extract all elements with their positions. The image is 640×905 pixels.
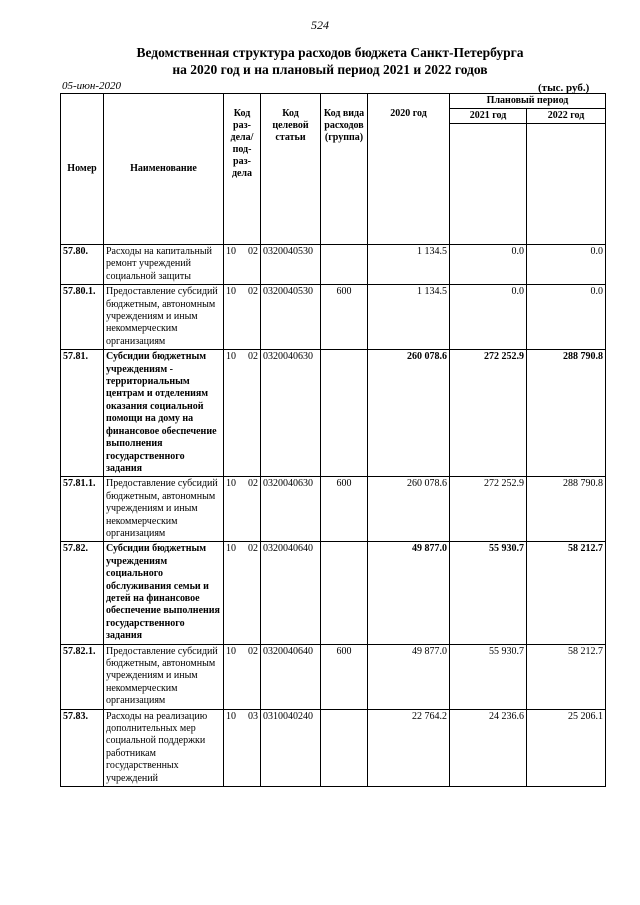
units-label: (тыс. руб.) bbox=[538, 82, 590, 94]
row-target-code: 0320040530 bbox=[261, 245, 321, 285]
row-name: Субсидии бюджетным учреждениям социального обслуживания семьи и детей на финансовое обеспечение выполнения государственного задания bbox=[104, 542, 224, 644]
row-target-code: 0320040630 bbox=[261, 350, 321, 477]
header-spacer-2022 bbox=[527, 124, 606, 245]
header-year-2020: 2020 год bbox=[368, 94, 450, 245]
row-target-code: 0320040640 bbox=[261, 542, 321, 644]
header-year-2021: 2021 год bbox=[450, 109, 527, 124]
row-subsection: 02 bbox=[248, 286, 258, 298]
row-target-code: 0320040640 bbox=[261, 644, 321, 709]
table-row bbox=[61, 350, 606, 477]
table-header bbox=[61, 94, 606, 245]
row-value-2021: 55 930.7 bbox=[450, 542, 527, 644]
row-subsection: 03 bbox=[248, 710, 258, 722]
row-value-2022: 58 212.7 bbox=[527, 542, 606, 644]
row-value-2020: 22 764.2 bbox=[368, 709, 450, 786]
row-section-code bbox=[224, 350, 261, 477]
row-value-2021: 272 252.9 bbox=[450, 477, 527, 542]
table-body bbox=[61, 245, 606, 787]
header-planned-period: Плановый период bbox=[450, 94, 606, 109]
row-name: Предоставление субсидий бюджетным, автономным учреждениям и иным некоммерческим организациям bbox=[104, 477, 224, 542]
row-section: 10 bbox=[226, 478, 236, 490]
row-value-2021: 272 252.9 bbox=[450, 350, 527, 477]
row-number: 57.80.1. bbox=[61, 285, 104, 350]
budget-table bbox=[60, 93, 606, 787]
table-row bbox=[61, 542, 606, 644]
row-section-code bbox=[224, 285, 261, 350]
table-row bbox=[61, 709, 606, 786]
row-section-code bbox=[224, 245, 261, 285]
title-line-1: Ведомственная структура расходов бюджета Санкт-Петербурга bbox=[136, 45, 524, 60]
row-value-2020: 260 078.6 bbox=[368, 350, 450, 477]
row-section-code bbox=[224, 477, 261, 542]
row-section: 10 bbox=[226, 246, 236, 257]
header-section-code: Код раз- дела/ под- раз- дела bbox=[224, 94, 261, 245]
row-value-2021: 24 236.6 bbox=[450, 709, 527, 786]
row-subsection: 02 bbox=[248, 246, 258, 257]
header-name: Наименование bbox=[104, 94, 224, 245]
row-section: 10 bbox=[226, 710, 236, 722]
row-value-2022: 288 790.8 bbox=[527, 350, 606, 477]
row-subsection: 02 bbox=[248, 351, 258, 363]
row-kind-code bbox=[321, 350, 368, 477]
row-value-2022: 288 790.8 bbox=[527, 477, 606, 542]
row-value-2020: 49 877.0 bbox=[368, 644, 450, 709]
row-target-code: 0320040630 bbox=[261, 477, 321, 542]
row-section: 10 bbox=[226, 645, 236, 657]
title-line-2: на 2020 год и на плановый период 2021 и 2022 годов bbox=[172, 62, 488, 77]
row-name: Субсидии бюджетным учреждениям - территориальным центрам и отделениям оказания социальной помощи на дому на финансовое обеспечение выполнения государственного задания bbox=[104, 350, 224, 477]
row-name: Предоставление субсидий бюджетным, автономным учреждениям и иным некоммерческим организациям bbox=[104, 285, 224, 350]
row-number: 57.81.1. bbox=[61, 477, 104, 542]
row-number: 57.83. bbox=[61, 709, 104, 786]
table-row bbox=[61, 285, 606, 350]
row-value-2022: 0.0 bbox=[527, 245, 606, 285]
row-value-2022: 0.0 bbox=[527, 285, 606, 350]
row-kind-code bbox=[321, 709, 368, 786]
document-title bbox=[0, 44, 640, 78]
row-value-2021: 55 930.7 bbox=[450, 644, 527, 709]
row-number: 57.82.1. bbox=[61, 644, 104, 709]
row-name: Расходы на капитальный ремонт учреждений социальной защиты bbox=[104, 245, 224, 285]
row-section-code bbox=[224, 644, 261, 709]
row-value-2022: 58 212.7 bbox=[527, 644, 606, 709]
row-target-code: 0320040530 bbox=[261, 285, 321, 350]
row-number: 57.80. bbox=[61, 245, 104, 285]
table-row bbox=[61, 644, 606, 709]
row-subsection: 02 bbox=[248, 478, 258, 490]
document-date: 05-июн-2020 bbox=[62, 80, 122, 92]
row-value-2020: 1 134.5 bbox=[368, 285, 450, 350]
row-section-code bbox=[224, 709, 261, 786]
table-row bbox=[61, 477, 606, 542]
row-name: Предоставление субсидий бюджетным, автономным учреждениям и иным некоммерческим организациям bbox=[104, 644, 224, 709]
row-subsection: 02 bbox=[248, 645, 258, 657]
row-kind-code: 600 bbox=[321, 477, 368, 542]
header-kind-code: Код вида расходов (группа) bbox=[321, 94, 368, 245]
row-name: Расходы на реализацию дополнительных мер социальной поддержки работникам государственных учреждений bbox=[104, 709, 224, 786]
header-spacer-2021 bbox=[450, 124, 527, 245]
row-value-2021: 0.0 bbox=[450, 285, 527, 350]
row-value-2022: 25 206.1 bbox=[527, 709, 606, 786]
row-section: 10 bbox=[226, 286, 236, 298]
table-row bbox=[61, 245, 606, 285]
row-value-2020: 260 078.6 bbox=[368, 477, 450, 542]
page-number: 524 bbox=[311, 18, 329, 32]
row-kind-code: 600 bbox=[321, 285, 368, 350]
row-value-2020: 49 877.0 bbox=[368, 542, 450, 644]
row-value-2020: 1 134.5 bbox=[368, 245, 450, 285]
row-kind-code bbox=[321, 245, 368, 285]
row-section: 10 bbox=[226, 543, 236, 555]
row-number: 57.81. bbox=[61, 350, 104, 477]
row-target-code: 0310040240 bbox=[261, 709, 321, 786]
row-value-2021: 0.0 bbox=[450, 245, 527, 285]
header-number: Номер bbox=[61, 94, 104, 245]
header-target-code: Код целевой статьи bbox=[261, 94, 321, 245]
row-section: 10 bbox=[226, 351, 236, 363]
row-kind-code bbox=[321, 542, 368, 644]
header-year-2022: 2022 год bbox=[527, 109, 606, 124]
row-kind-code: 600 bbox=[321, 644, 368, 709]
row-subsection: 02 bbox=[248, 543, 258, 555]
row-number: 57.82. bbox=[61, 542, 104, 644]
row-section-code bbox=[224, 542, 261, 644]
